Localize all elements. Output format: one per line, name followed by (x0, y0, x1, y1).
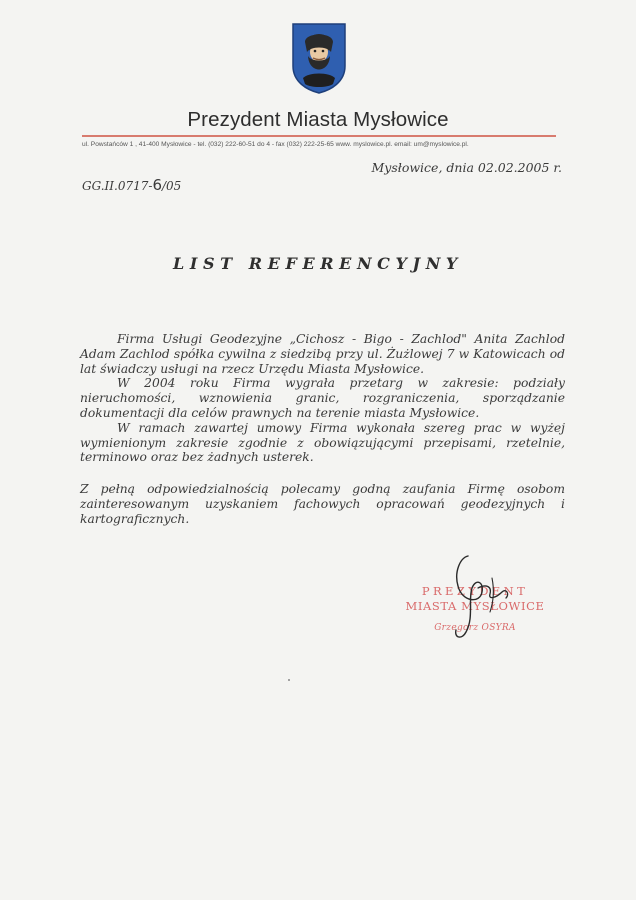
body-paragraph-4: Z pełną odpowiedzialnością polecamy godną zaufania Firmę osobom zainteresowanym uzyskaniem fachowych opracowań geodezyjnych i kartograficznych. (80, 482, 565, 526)
stamp-signatory: Grzegorz OSYRA (434, 623, 516, 633)
reference-suffix: /05 (162, 179, 182, 193)
reference-prefix: GG.II.0717- (82, 179, 153, 193)
body-paragraph-3: W ramach zawartej umowy Firma wykonała szereg prac w wyżej wymienionym zakresie zgodnie z obowiązującymi przepisami, rzetelnie, terminowo oraz bez żadnych usterek. (80, 420, 565, 465)
body-paragraph-2: W 2004 roku Firma wygrała przetarg w zakresie: podziały nieruchomości, wznowienia granic, rozgraniczenia, sporządzanie dokumentacji dla celów prawnych na terenie miasta Mysłowice. (80, 376, 565, 420)
stamp-line-2: MIASTA MYSŁOWICE (405, 599, 545, 613)
contact-line: ul. Powstańców 1 , 41-400 Mysłowice - tel. (032) 222-60-51 do 4 - fax (032) 222-25-65 www. myslowice.pl. email: um@myslowice.pl. (82, 141, 469, 148)
organization-name: Prezydent Miasta Mysłowice (187, 108, 449, 131)
reference-number (82, 176, 181, 194)
handwritten-signature (430, 548, 526, 644)
letter-date: Mysłowice, dnia 02.02.2005 r. (371, 160, 562, 175)
stray-mark (288, 679, 290, 681)
stamp-line-1: PREZYDENT (421, 584, 529, 598)
letter-title: LIST REFERENCYJNY (173, 254, 463, 273)
body-paragraph-1: Firma Usługi Geodezyjne „Cichosz - Bigo - Zachlod" Anita Zachlod Adam Zachlod spółka cywilna z siedzibą przy ul. Żużlowej 7 w Katowicach od lat świadczy usługi na rzecz Urzędu Miasta Mysłowice. (80, 332, 565, 376)
reference-handwritten-number: 6 (152, 176, 162, 194)
header-divider (82, 135, 556, 137)
letter-body (80, 332, 565, 527)
city-crest-bearded-man-icon (291, 22, 347, 94)
